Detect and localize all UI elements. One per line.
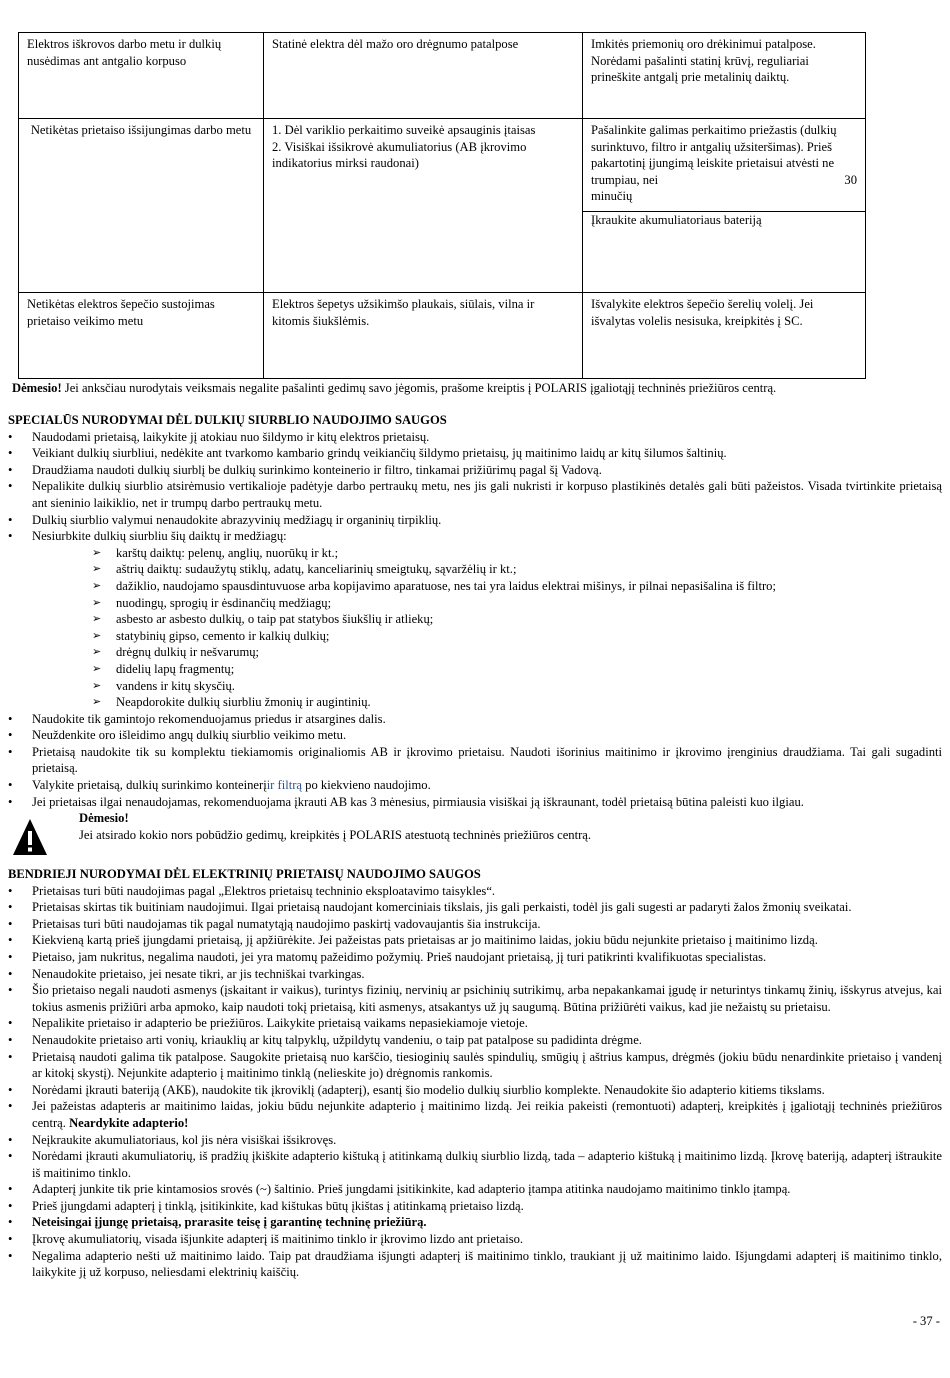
list-item: • Norėdami įkrauti bateriją (АКБ), naudokite tik įkroviklį (adapterį), esantį šio modelio dulkių siurblio komplekte. Nenaudokite šio adapterio kitiems tikslams. xyxy=(8,1082,942,1099)
list-item: • Dulkių siurblio valymui nenaudokite abrazyvinių medžiagų ir organinių tirpiklių. xyxy=(8,512,942,529)
list-item: • Veikiant dulkių siurbliui, nedėkite ant tvarkomo kambario grindų veikiančių šildymo prietaisų, jų maitinimo laidų ar kitų šilumos šaltinių. xyxy=(8,445,942,462)
list-item: • Draudžiama naudoti dulkių siurblį be dulkių surinkimo konteinerio ir filtro, tinkamai prižiūrimų pagal šį Vadovą. xyxy=(8,462,942,479)
attention-text: Jei anksčiau nurodytais veiksmais negalite pašalinti gedimų savo jėgomis, prašome kreiptis į POLARIS įgaliotąjį techninės priežiūros centrą. xyxy=(61,381,777,395)
list-item: • Nepalikite dulkių siurblio atsirėmusio vertikalioje padėtyje darbo pertraukų metu, nes jis gali nukristi ir korpuso plastikinės detalės gali būti pažeistos. Visada tvirtinkite prietaisą ant sieninio laikiklio, net ir trumpų darbo pertraukų metu. xyxy=(8,478,942,511)
filter-link[interactable]: ir filtrą xyxy=(266,778,303,793)
warning-title: Dėmesio! xyxy=(79,811,129,826)
list-item: • Prietaisą naudokite tik su komplektu tiekiamomis originaliomis AB ir įkrovimo prietaisu. Naudoti išorinius maitinimo ir įkrovimo įrenginius draudžiama. Tai gali sugadinti prietaisą. xyxy=(8,744,942,777)
bullet-list xyxy=(8,711,942,811)
list-item: • Kiekvieną kartą prieš įjungdami prietaisą, jį apžiūrėkite. Jei pažeistas pats prietaisas ar jo maitinimo laidas, jokiu būdu nejunkite prietaiso į maitinimo lizdą. xyxy=(8,932,942,949)
arrow-item: ➢ statybinių gipso, cemento ir kalkių dulkių; xyxy=(92,628,942,645)
solution-text: Pašalinkite galimas perkaitimo priežastis (dulkių surinktuvo, filtro ir antgalių užsiteršimas). Prieš pakartotinį įjungimą leiskite prietaisui atvėsti ne trumpiau, nei xyxy=(591,123,837,187)
list-item: • Nepalikite prietaiso ir adapterio be priežiūros. Laikykite prietaisą vaikams nepasiekiamoje vietoje. xyxy=(8,1015,942,1032)
list-item: • Šio prietaiso negali naudoti asmenys (įskaitant ir vaikus), turintys fizinių, nervinių ar psichinių sutrikimų, arba nepakankamai įgudę ir neturintys tinkamų žinių, išskyrus atvejus, kai tokius asmenis prižiūri arba apmoko, kaip naudoti tokį prietaisą, kiti asmenys, atsakantys už jų saugumą. Būtina prižiūrėti vaikus, kad jie nežaistų su prietaisu. xyxy=(8,982,942,1015)
list-item: • Naudokite tik gamintojo rekomenduojamus priedus ir atsargines dalis. xyxy=(8,711,942,728)
list-item: • Nenaudokite prietaiso arti vonių, kriauklių ar kitų talpyklų, užpildytų vandeniu, o taip pat patalpose su padidinta drėgme. xyxy=(8,1032,942,1049)
table-row xyxy=(19,119,866,293)
list-item: • Prietaisą naudoti galima tik patalpose. Saugokite prietaisą nuo karščio, tiesioginių saulės spindulių, smūgių į aštrius kampus, drėgmės (jokiu būdu nenardinkite prietaiso į vandenį ar kitokį skystį). Nejunkite adapterio į maitinimo tinklą (nelieskite jo) drėgnomis rankomis. xyxy=(8,1049,942,1082)
warning-text: Jei atsirado kokio nors pobūdžio gedimų, kreipkitės į POLARIS atestuotą techninės priežiūros centrą. xyxy=(79,827,592,842)
cause-cell xyxy=(264,119,583,293)
list-item xyxy=(8,777,942,794)
arrow-item: ➢ didelių lapų fragmentų; xyxy=(92,661,942,678)
arrow-list xyxy=(92,545,942,711)
arrow-item: ➢ Neapdorokite dulkių siurbliu žmonių ir augintinių. xyxy=(92,694,942,711)
warning-text-block xyxy=(79,810,591,843)
list-item: • Nenaudokite prietaiso, jei nesate tikri, ar jis techniškai tvarkingas. xyxy=(8,966,942,983)
section-title: SPECIALŪS NURODYMAI DĖL DULKIŲ SIURBLIO NAUDOJIMO SAUGOS xyxy=(8,413,447,427)
clean-text-end: po kiekvieno naudojimo. xyxy=(302,778,431,793)
general-safety-section xyxy=(8,866,942,1281)
list-item: • Adapterį junkite tik prie kintamosios srovės (~) šaltinio. Prieš jungdami įsitikinkite, kad adapterio įtampa atitinka naudojamo maitinimo tinklo įtampą. xyxy=(8,1181,942,1198)
adapter-bold-text: Neardykite adapterio! xyxy=(69,1115,189,1130)
list-item: • Prietaisas skirtas tik buitiniam naudojimui. Ilgai prietaisą naudojant komerciniais tikslais, jis gali perkaisti, todėl jis gali sugesti ar padaryti žalos žmonių sveikatai. xyxy=(8,899,942,916)
bullet-list xyxy=(8,883,942,1281)
table-row xyxy=(19,33,866,119)
solution-text-end: minučių xyxy=(591,189,633,204)
cause-item: 1. Dėl variklio perkaitimo suveikė apsauginis įtaisas xyxy=(272,123,536,137)
solution-number: 30 xyxy=(844,172,857,187)
list-item: • Įkrovę akumuliatorių, visada išjunkite adapterį iš maitinimo tinklo ir įkrovimo lizdo ant prietaiso. xyxy=(8,1231,942,1248)
special-safety-section xyxy=(8,412,942,860)
arrow-item: ➢ asbesto ar asbesto dulkių, o taip pat statybos šiukšlių ir atliekų; xyxy=(92,611,942,628)
solution-cell xyxy=(583,119,866,293)
solution-item: Įkraukite akumuliatoriaus bateriją xyxy=(583,211,865,229)
solution-item xyxy=(591,122,857,205)
solution-cell: Imkitės priemonių oro drėkinimui patalpose. Norėdami pašalinti statinį krūvį, reguliariai prineškite antgalį prie metalinių daiktų. xyxy=(583,33,866,119)
clean-text: Valykite prietaisą, dulkių surinkimo konteinerį xyxy=(32,778,267,793)
problem-cell: Netikėtas prietaiso išsijungimas darbo metu xyxy=(19,119,264,293)
bullet-list xyxy=(8,429,942,545)
warning-triangle-icon xyxy=(12,818,48,856)
list-item: • Jei prietaisas ilgai nenaudojamas, rekomenduojama įkrauti AB kas 3 mėnesius, pirmiausia visiškai ją iškraunant, todėl prietaisą būtina paleisti kuo ilgiau. xyxy=(8,794,942,811)
problem-cell: Netikėtas elektros šepečio sustojimas prietaiso veikimo metu xyxy=(19,293,264,379)
troubleshooting-table-wrap xyxy=(18,32,866,379)
list-item: • Prieš įjungdami adapterį į tinklą, įsitikinkite, kad kištukas būtų įkištas į atitinkamą prietaiso lizdą. xyxy=(8,1198,942,1215)
cause-cell: Elektros šepetys užsikimšo plaukais, siūlais, vilna ir kitomis šiukšlėmis. xyxy=(264,293,583,379)
attention-note xyxy=(12,380,942,397)
page-number: - 37 - xyxy=(912,1314,940,1328)
list-item: • Negalima adapterio nešti už maitinimo laido. Taip pat draudžiama išjungti adapterį iš maitinimo tinklo, traukiant jį už maitinimo laido. Išjungdami adapterį iš maitinimo tinklo, laikykite jį už korpuso, neliesdami elektrinių kaiščių. xyxy=(8,1248,942,1281)
list-item: • Neįkraukite akumuliatoriaus, kol jis nėra visiškai išsikrovęs. xyxy=(8,1132,942,1149)
cause-cell: Statinė elektra dėl mažo oro drėgnumo patalpose xyxy=(264,33,583,119)
section-title: BENDRIEJI NURODYMAI DĖL ELEKTRINIŲ PRIETAISŲ NAUDOJIMO SAUGOS xyxy=(8,867,481,881)
solution-cell: Išvalykite elektros šepečio šerelių volelį. Jei išvalytas volelis nesisuka, kreipkitės į SC. xyxy=(583,293,866,379)
arrow-item: ➢ dažiklio, naudojamo spausdintuvuose arba kopijavimo aparatuose, nes tai yra laidus elektrai mišinys, ir pilnai nepasišalina iš filtro; xyxy=(92,578,942,595)
list-item: • Norėdami įkrauti akumuliatorių, iš pradžių įkiškite adapterio kištuką į atitinkamą dulkių siurblio lizdą, tada – adapterio kištuką į maitinimo lizdą. Įkrovę bateriją, adapterį ištraukite iš maitinimo tinklo. xyxy=(8,1148,942,1181)
table-row xyxy=(19,293,866,379)
arrow-item: ➢ karštų daiktų: pelenų, anglių, nuorūkų ir kt.; xyxy=(92,545,942,562)
list-item: • Prietaisas turi būti naudojamas tik pagal numatytąją naudojimo paskirtį vadovaujantis šia instrukcija. xyxy=(8,916,942,933)
list-item xyxy=(8,1098,942,1131)
warning-block xyxy=(8,810,942,860)
list-item: • Naudodami prietaisą, laikykite jį atokiau nuo šildymo ir kitų elektros prietaisų. xyxy=(8,429,942,446)
list-item: • Neuždenkite oro išleidimo angų dulkių siurblio veikimo metu. xyxy=(8,727,942,744)
list-item: • Pietaiso, jam nukritus, negalima naudoti, jei yra matomų pažeidimo požymių. Prieš naudojant prietaisą, jį turi patikrinti kvalifikuotas specialistas. xyxy=(8,949,942,966)
list-item: • Prietaisas turi būti naudojimas pagal „Elektros prietaisų techninio eksploatavimo taisykles“. xyxy=(8,883,942,900)
arrow-item: ➢ nuodingų, sprogių ir ėsdinančių medžiagų; xyxy=(92,595,942,612)
adapter-text: Jei pažeistas adapteris ar maitinimo laidas, jokiu būdu nejunkite adapterio į maitinimo lizdą. Jei reikia pakeisti (remontuoti) adapterį, kreipkitės į įgaliotąjį techninės priežiūros centrą. xyxy=(32,1099,942,1130)
warranty-warning: Neteisingai įjungę prietaisą, prarasite teisę į garantinę techninę priežiūrą. xyxy=(32,1215,427,1230)
cause-item: 2. Visiškai išsikrovė akumuliatorius (AB įkrovimo indikatorius mirksi raudonai) xyxy=(272,139,527,171)
arrow-item: ➢ vandens ir kitų skysčių. xyxy=(92,678,942,695)
troubleshooting-table xyxy=(18,32,866,379)
list-item xyxy=(8,1214,942,1231)
attention-label: Dėmesio! xyxy=(12,381,62,395)
arrow-item: ➢ drėgnų dulkių ir nešvarumų; xyxy=(92,644,942,661)
list-item: • Nesiurbkite dulkių siurbliu šių daiktų ir medžiagų: xyxy=(8,528,942,545)
arrow-item: ➢ aštrių daiktų: sudaužytų stiklų, adatų, kanceliarinių smeigtukų, sąvaržėlių ir kt.; xyxy=(92,561,942,578)
problem-cell: Elektros iškrovos darbo metu ir dulkių nusėdimas ant antgalio korpuso xyxy=(19,33,264,119)
